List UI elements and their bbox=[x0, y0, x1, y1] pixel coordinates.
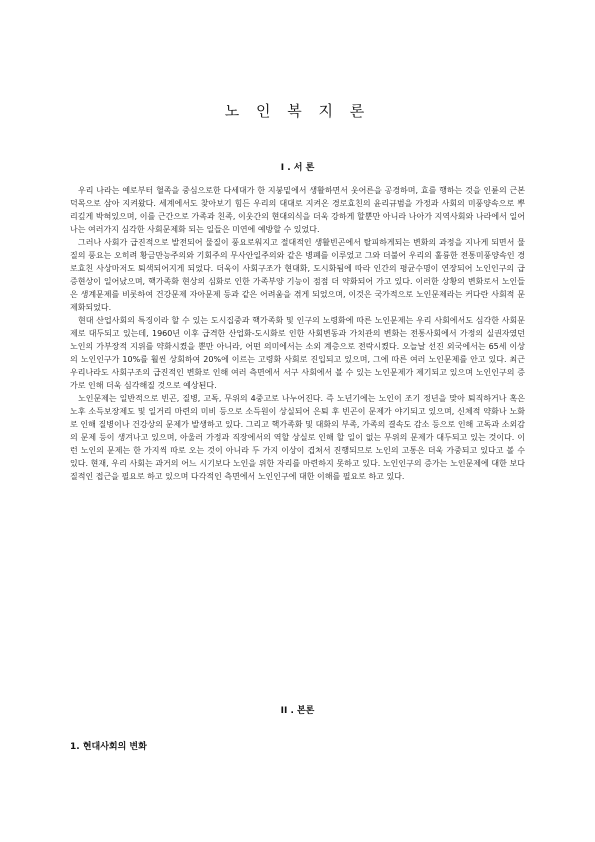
section-heading-main-body: II . 본론 bbox=[280, 706, 315, 716]
introduction-body bbox=[70, 184, 525, 483]
paragraph: 현대 산업사회의 특징이라 할 수 있는 도시집중과 핵가족화 및 인구의 노령화에 따른 노인문제는 우리 사회에서도 심각한 사회문제로 대두되고 있는데, 1960년 이후 급격한 산업화-도시화로 인한 사회변동과 가치관의 변화는 전통사회에서 가정의 실권자였던 노인의 가부장적 지위를 약화시켰을 뿐만 아니라, 어떤 의미에서는 소외 계층으로 전락시켰다. 오늘날 선진 외국에서는 65세 이상의 노인인구가 10%를 훨씬 상회하여 20%에 이르는 고령화 사회로 진입되고 있으며, 그에 따른 여러 노인문제를 안고 있다. 최근 우리나라도 사회구조의 급진적인 변화로 인해 여러 측면에서 서구 사회에서 볼 수 있는 노인문제가 제기되고 있으며 노인인구의 증가로 인해 더욱 심각해질 것으로 예상된다. bbox=[70, 316, 525, 390]
subsection-heading: 1. 현대사회의 변화 bbox=[70, 742, 147, 752]
section-heading-introduction: I . 서 론 bbox=[280, 163, 315, 173]
paragraph: 그러나 사회가 급진적으로 발전되어 물질이 풍요로워지고 절대적인 생활빈곤에서 탈피하게되는 변화의 과정을 지나게 되면서 물질의 풍요는 오히려 황금만능주의와 기회주의 무사안일주의와 같은 병폐를 이루었고 그와 더불어 우리의 훌륭한 전통미풍양속인 경로효친 사상마저도 퇴색되어지게 되었다. 더욱이 사회구조가 현대화, 도시화됨에 따라 인간의 평균수명이 연장되어 노인인구의 급증현상이 일어났으며, 핵가족화 현상의 심화로 인한 가족부양 기능이 점점 더 약화되어 가고 있다. 이러한 상황의 변화로서 노인들은 생계문제를 비롯하여 건강문제 자아문제 등과 같은 어려움을 겪게 되었으며, 이것은 국가적으로 노인문제라는 커다란 사회적 문제화되었다. bbox=[70, 238, 525, 312]
document-title: 노 인 복 지 론 bbox=[224, 102, 371, 120]
paragraph: 우리 나라는 예로부터 혈족을 중심으로한 다세대가 한 지붕밑에서 생활하면서 웃어른을 공경하며, 효를 행하는 것을 인륜의 근본 덕목으로 삼아 지켜왔다. 세계에서도 찾아보기 힘든 우리의 대대로 지켜온 경로효친의 윤리규범을 가정과 사회의 미풍양속으로 뿌리깊게 박혀있으며, 이를 근간으로 가족과 친족, 이웃간의 현대의식을 더욱 강하게 할뿐만 아니라 나아가 지역사회와 나라에서 일어나는 여러가지 심각한 사회문제화 되는 일들은 미연에 예방할 수 있었다. bbox=[70, 186, 525, 234]
paragraph: 노인문제는 일반적으로 빈곤, 질병, 고독, 무위의 4중고로 나누어진다. 즉 노년기에는 노인이 조기 정년을 맞아 퇴직하거나 혹은 노후 소득보장제도 및 일거리 마련의 미비 등으로 소득원이 상실되어 은퇴 후 빈곤이 문제가 야기되고 있으며, 신체적 약화나 노화로 인해 질병이나 건강상의 문제가 발생하고 있다. 그리고 핵가족화 및 대화의 부족, 가족의 결속도 감소 등으로 인해 고독과 소외감의 문제 등이 생겨나고 있으며, 아울러 가정과 직장에서의 역할 상실로 인해 할 일이 없는 무위의 문제가 대두되고 있는 것이다. 이런 노인의 문제는 한 가지씩 따로 오는 것이 아니라 두 가지 이상이 겹쳐서 진행되므로 노인의 고통은 더욱 가중되고 있다고 볼 수 있다. 현재, 우리 사회는 과거의 어느 시기보다 노인을 위한 자리를 마련하지 못하고 있다. 노인인구의 증가는 노인문제에 대한 보다 질적인 접근을 필요로 하고 있으며 다각적인 측면에서 노인인구에 대한 이해를 필요로 하고 있다. bbox=[70, 394, 525, 481]
